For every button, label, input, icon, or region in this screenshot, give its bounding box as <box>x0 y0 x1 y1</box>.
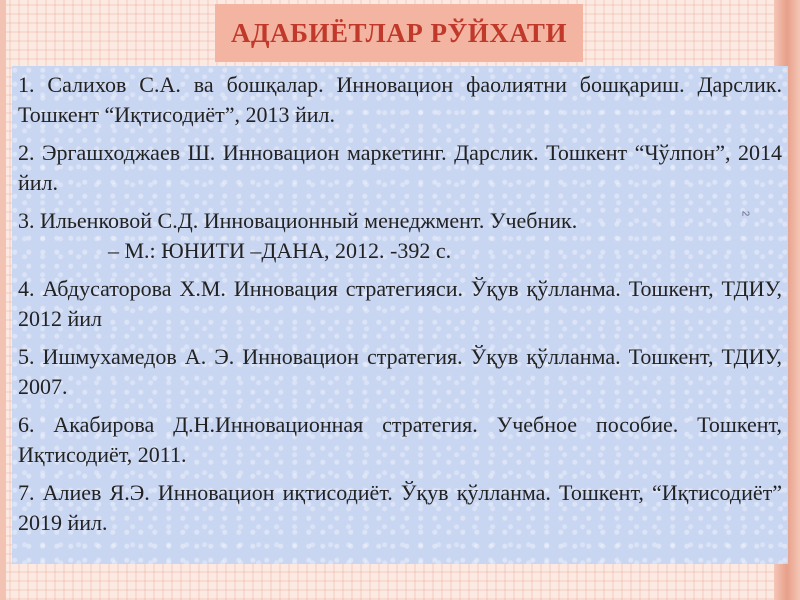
references-panel <box>12 66 788 564</box>
reference-item-4 <box>18 274 782 334</box>
reference-text: 2. Эргашходжаев Ш. Инновацион маркетинг. Дарслик. Тошкент “Чўлпон”, 2014 йил. <box>18 140 782 195</box>
reference-item-3 <box>18 206 782 266</box>
reference-item-2 <box>18 138 782 198</box>
page-number: 2 <box>739 210 751 217</box>
reference-item-6 <box>18 410 782 470</box>
reference-text: 6. Акабирова Д.Н.Инновационная стратегия. Учебное пособие. Тошкент, Иқтисодиёт, 2011. <box>18 412 782 467</box>
reference-text-continued: – М.: ЮНИТИ –ДАНА, 2012. -392 с. <box>108 238 452 263</box>
reference-item-7 <box>18 478 782 538</box>
slide-title: АДАБИЁТЛАР РЎЙХАТИ <box>231 17 567 48</box>
reference-text: 3. Ильенковой С.Д. Инновационный менеджмент. Учебник. <box>18 208 578 233</box>
reference-item-1 <box>18 70 782 130</box>
reference-text: 7. Алиев Я.Э. Инновацион иқтисодиёт. Ўқув қўлланма. Тошкент, “Иқтисодиёт” 2019 йил. <box>18 480 782 535</box>
title-banner <box>215 4 583 62</box>
reference-text: 1. Салихов С.А. ва бошқалар. Инновацион фаолиятни бошқариш. Дарслик. Тошкент “Иқтисодиёт”, 2013 йил. <box>18 72 782 127</box>
left-decorative-stripe <box>0 0 6 600</box>
reference-item-5 <box>18 342 782 402</box>
reference-text: 5. Ишмухамедов А. Э. Инновацион стратегия. Ўқув қўлланма. Тошкент, ТДИУ, 2007. <box>18 344 782 399</box>
reference-text: 4. Абдусаторова Х.М. Инновация стратегияси. Ўқув қўлланма. Тошкент, ТДИУ, 2012 йил <box>18 276 782 331</box>
